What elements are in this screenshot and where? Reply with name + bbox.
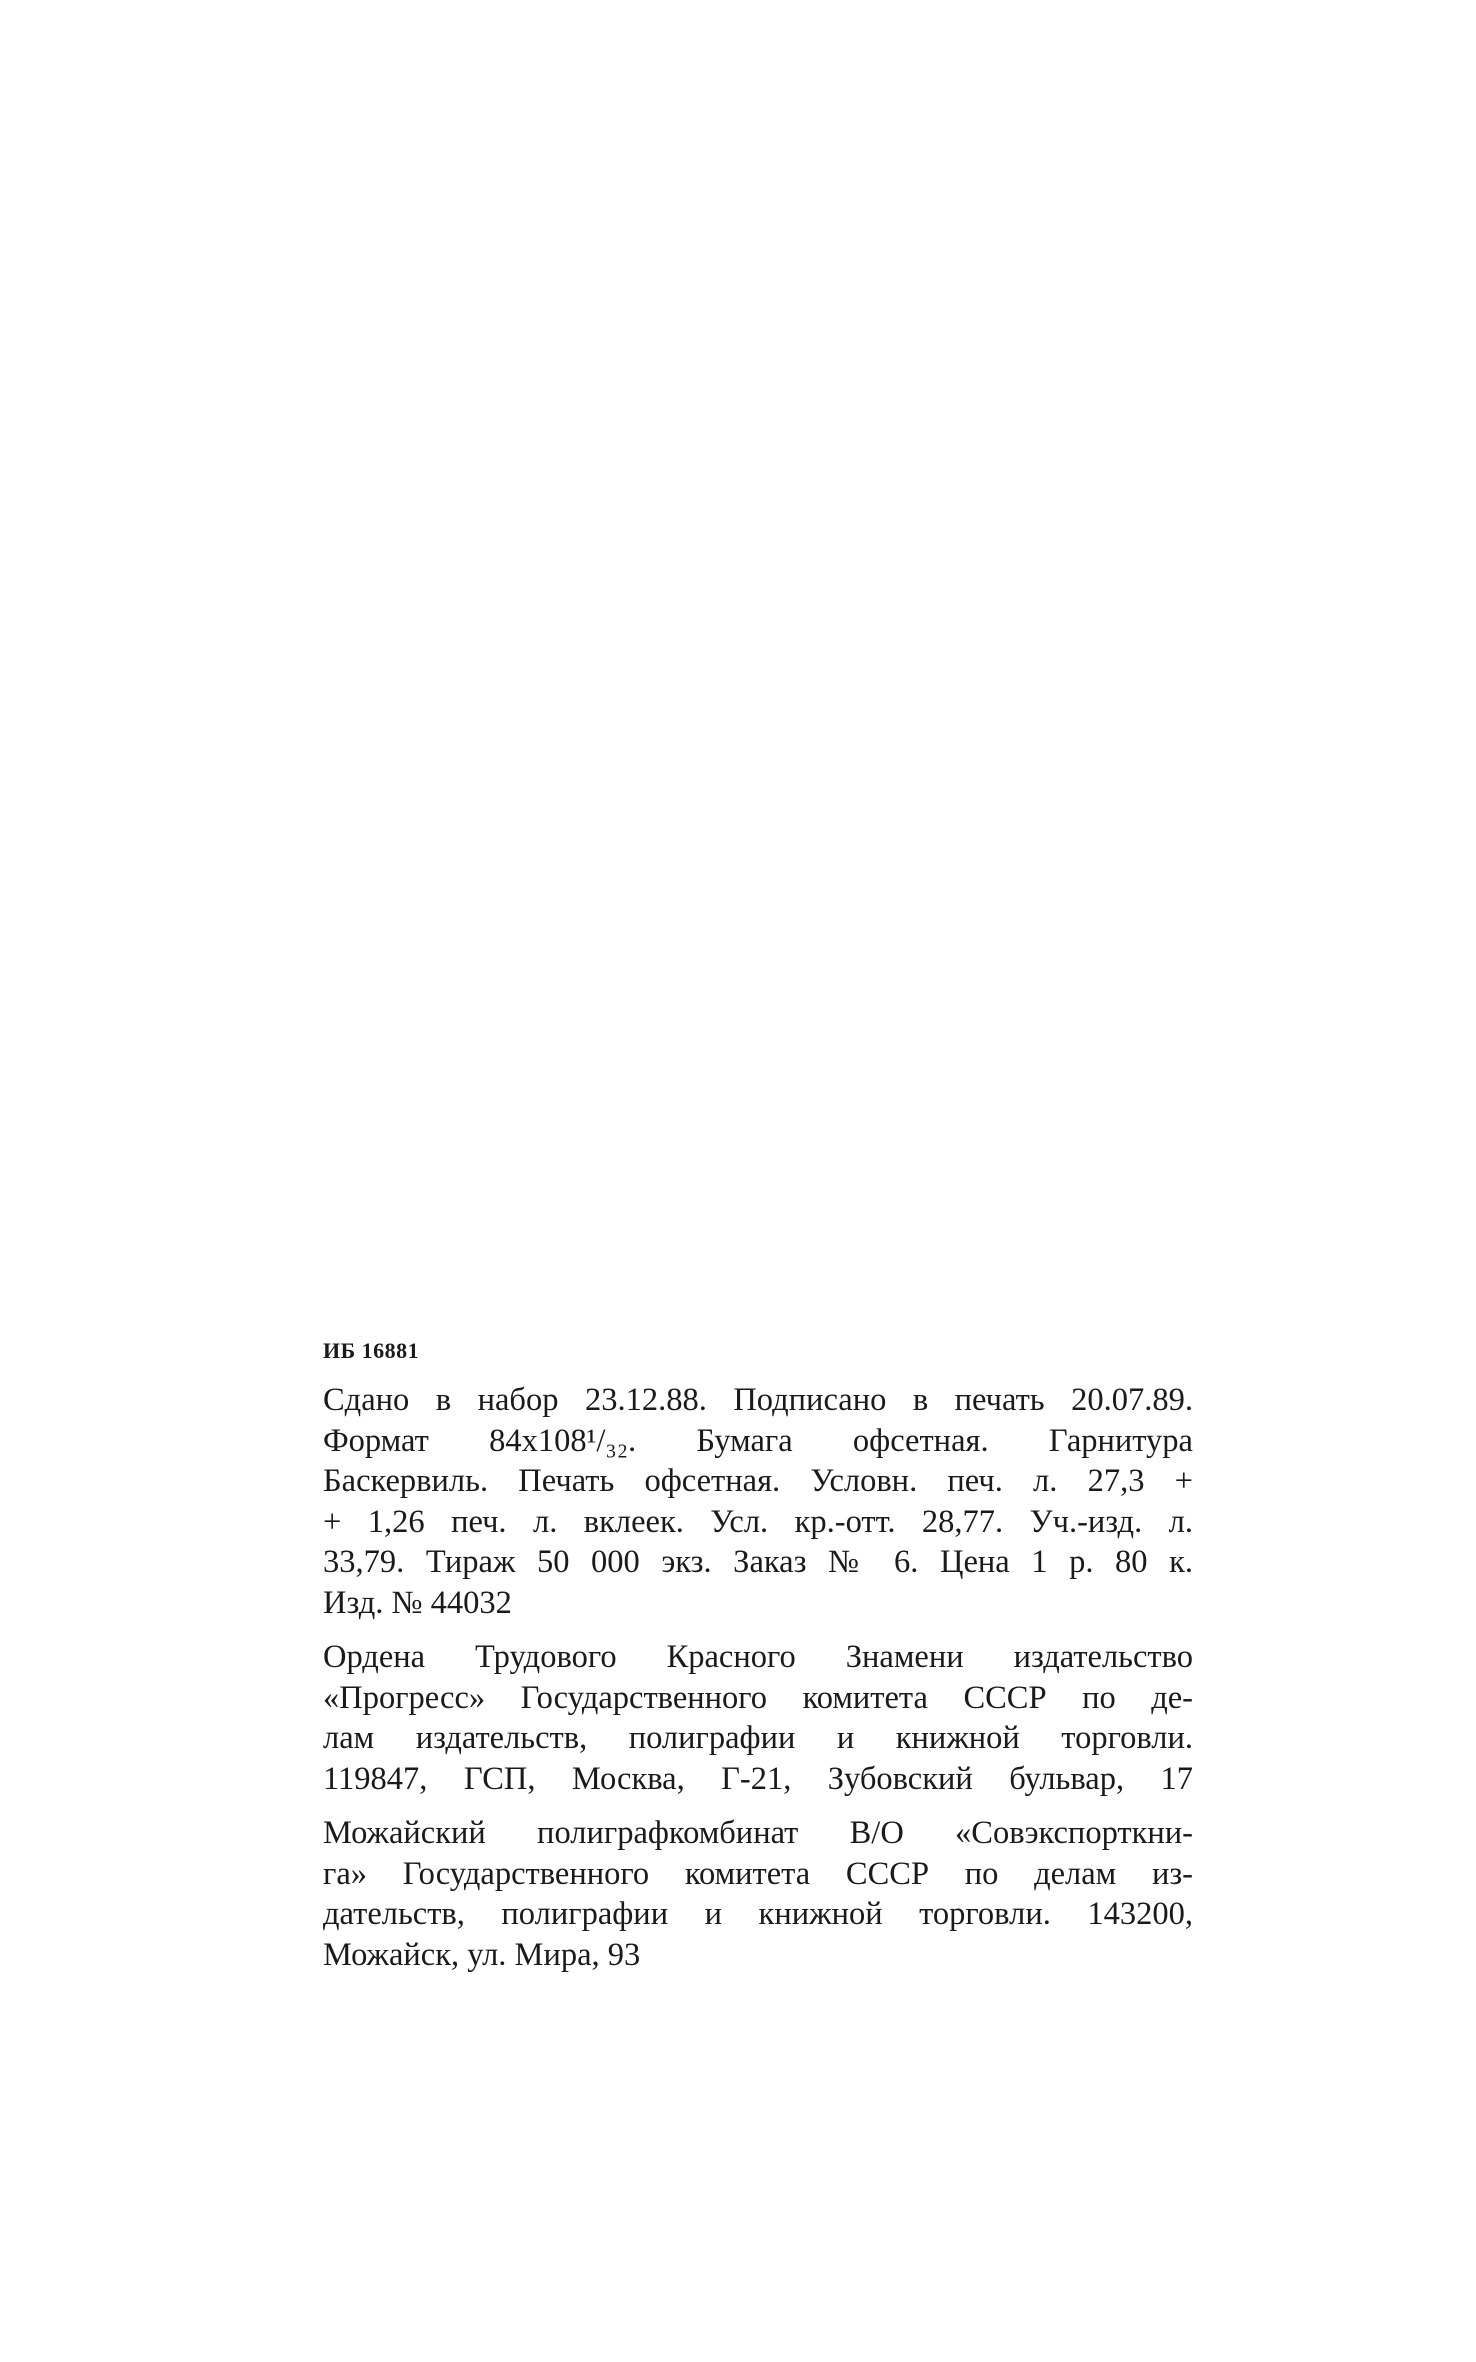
colophon <box>323 1336 1193 1989</box>
imprint-line: + 1,26 печ. л. вклеек. Усл. кр.-отт. 28,77. Уч.-изд. л. <box>323 1503 1193 1540</box>
printer-line: дательств, полиграфии и книжной торговли. 143200, <box>323 1896 1193 1932</box>
printer-line: Можайский полиграфкомбинат В/О «Совэкспорткни- <box>323 1815 1193 1851</box>
publisher-line: Ордена Трудового Красного Знамени издательство <box>323 1639 1193 1675</box>
imprint-line: Формат 84x108¹/₃₂. Бумага офсетная. Гарнитура <box>323 1422 1193 1459</box>
publisher-block <box>323 1637 1193 1799</box>
ib-number: ИБ 16881 <box>323 1338 420 1363</box>
printer-line: Можайск, ул. Мира, 93 <box>323 1936 641 1973</box>
imprint-line: Баскервиль. Печать офсетная. Условн. печ. л. 27,3 + <box>323 1463 1193 1499</box>
printer-line: га» Государственного комитета СССР по делам из- <box>323 1855 1193 1892</box>
imprint-block <box>323 1380 1193 1623</box>
imprint-line: Изд. № 44032 <box>323 1584 512 1621</box>
imprint-line: Сдано в набор 23.12.88. Подписано в печать 20.07.89. <box>323 1382 1193 1418</box>
imprint-line: 33,79. Тираж 50 000 экз. Заказ № 6. Цена 1 р. 80 к. <box>323 1544 1193 1580</box>
publisher-line: лам издательств, полиграфии и книжной торговли. <box>323 1720 1193 1756</box>
publisher-line: 119847, ГСП, Москва, Г-21, Зубовский бульвар, 17 <box>323 1760 1193 1797</box>
publisher-line: «Прогресс» Государственного комитета СССР по де- <box>323 1679 1193 1716</box>
printer-block <box>323 1813 1193 1975</box>
